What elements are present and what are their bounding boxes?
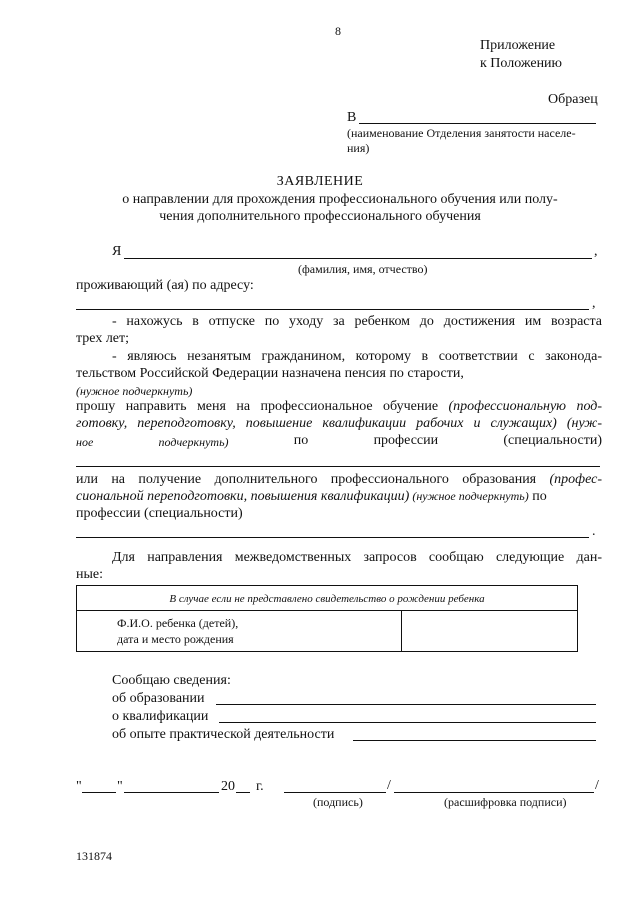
- table-row-label-2: дата и место рождения: [117, 632, 234, 646]
- sample-label: Образец: [548, 92, 598, 107]
- addressee-caption-1: (наименование Отделения занятости населе-: [347, 126, 576, 140]
- addressee-prefix: В: [347, 110, 357, 125]
- request-word-4: профессии: [373, 433, 439, 448]
- subtitle-line-1: о направлении для прохождения профессионального обучения или полу-: [122, 192, 558, 207]
- status-option-1-line-1: - нахожусь в отпуске по уходу за ребенком до достижения им возраста: [112, 314, 602, 329]
- table-row-label-cell: [77, 611, 402, 652]
- request-word-5: (специальности): [503, 433, 602, 448]
- signature-decoding-line[interactable]: [394, 792, 594, 793]
- table-header-row: [77, 586, 578, 611]
- request-line-3: [76, 433, 602, 450]
- request-line-2: готовку, переподготовку, повышение квалификации рабочих и служащих) (нуж-: [76, 416, 602, 431]
- date-day-line[interactable]: [82, 792, 116, 793]
- interagency-line-2: ные:: [76, 567, 104, 582]
- profession-fill-line[interactable]: [76, 466, 600, 467]
- info-qualification-label: о квалификации: [112, 709, 209, 724]
- address-fill-line[interactable]: [76, 309, 589, 310]
- additional-line-3: профессии (специальности): [76, 506, 243, 521]
- info-qualification-line[interactable]: [219, 722, 596, 723]
- request-word-3: по: [293, 433, 309, 448]
- addressee-caption-2: ния): [347, 141, 370, 155]
- applicant-comma: ,: [594, 244, 598, 259]
- date-year-suffix: г.: [256, 779, 264, 794]
- signature-caption: (подпись): [313, 795, 363, 809]
- date-quote-close: ": [117, 779, 123, 794]
- addressee-fill-line[interactable]: [359, 123, 596, 124]
- address-comma: ,: [592, 296, 596, 311]
- request-word-2: подчеркнуть): [158, 435, 229, 449]
- table-header-text: В случае если не представлено свидетельство о рождении ребенка: [169, 593, 485, 605]
- underline-note: (нужное подчеркнуть): [76, 384, 193, 398]
- additional-line-2: [76, 489, 602, 505]
- child-info-table: [76, 585, 578, 652]
- date-year-prefix: 20: [221, 779, 235, 794]
- additional-period: .: [592, 524, 596, 539]
- info-education-label: об образовании: [112, 691, 205, 706]
- document-code: 131874: [76, 849, 112, 863]
- additional-fill-line[interactable]: [76, 537, 589, 538]
- additional-line-2-note: (нужное подчеркнуть): [409, 489, 529, 503]
- info-heading: Сообщаю сведения:: [112, 673, 231, 688]
- info-experience-line[interactable]: [353, 740, 596, 741]
- subtitle-line-2: чения дополнительного профессионального обучения: [159, 209, 481, 224]
- date-month-line[interactable]: [124, 792, 219, 793]
- appendix-line-2: к Положению: [480, 56, 563, 71]
- table-row: [77, 611, 578, 652]
- info-education-line[interactable]: [216, 704, 596, 705]
- signature-slash-2: /: [595, 778, 599, 793]
- signature-decoding-caption: (расшифровка подписи): [444, 795, 567, 809]
- applicant-name-line[interactable]: [124, 258, 592, 259]
- document-title: ЗАЯВЛЕНИЕ: [276, 174, 364, 189]
- request-line-1-main: прошу направить меня на профессиональное обучение: [76, 399, 449, 414]
- status-option-2-line-2: тельством Российской Федерации назначена пенсия по старости,: [76, 366, 464, 381]
- date-year-line[interactable]: [236, 792, 250, 793]
- info-experience-label: об опыте практической деятельности: [112, 727, 335, 742]
- additional-line-1: [76, 472, 602, 488]
- additional-line-2-italic: сиональной переподготовки, повышения квалификации): [76, 489, 410, 504]
- address-label: проживающий (ая) по адресу:: [76, 278, 254, 293]
- status-option-1-line-2: трех лет;: [76, 331, 130, 346]
- additional-line-2-end: по: [528, 489, 547, 504]
- request-word-1: ное: [76, 435, 94, 449]
- additional-line-1-main: или на получение дополнительного профессионального образования: [76, 472, 550, 487]
- applicant-prefix: Я: [112, 244, 122, 259]
- request-line-1-italic: (профессиональную под-: [448, 399, 603, 414]
- signature-line[interactable]: [284, 792, 386, 793]
- request-line-1: [76, 399, 602, 415]
- table-row-value-cell[interactable]: [402, 611, 578, 652]
- date-quote-open: ": [76, 779, 82, 794]
- table-row-label-1: Ф.И.О. ребенка (детей),: [117, 616, 239, 630]
- additional-line-1-italic: (профес-: [549, 472, 602, 487]
- appendix-line-1: Приложение: [480, 38, 556, 53]
- status-option-2-line-1: - являюсь незанятым гражданином, которому в соответствии с законода-: [112, 349, 602, 364]
- interagency-line-1: Для направления межведомственных запросов сообщаю следующие дан-: [112, 550, 602, 565]
- signature-slash-1: /: [387, 778, 391, 793]
- page-number: 8: [335, 24, 341, 38]
- applicant-caption: (фамилия, имя, отчество): [298, 262, 428, 276]
- table-header-cell: [77, 586, 578, 611]
